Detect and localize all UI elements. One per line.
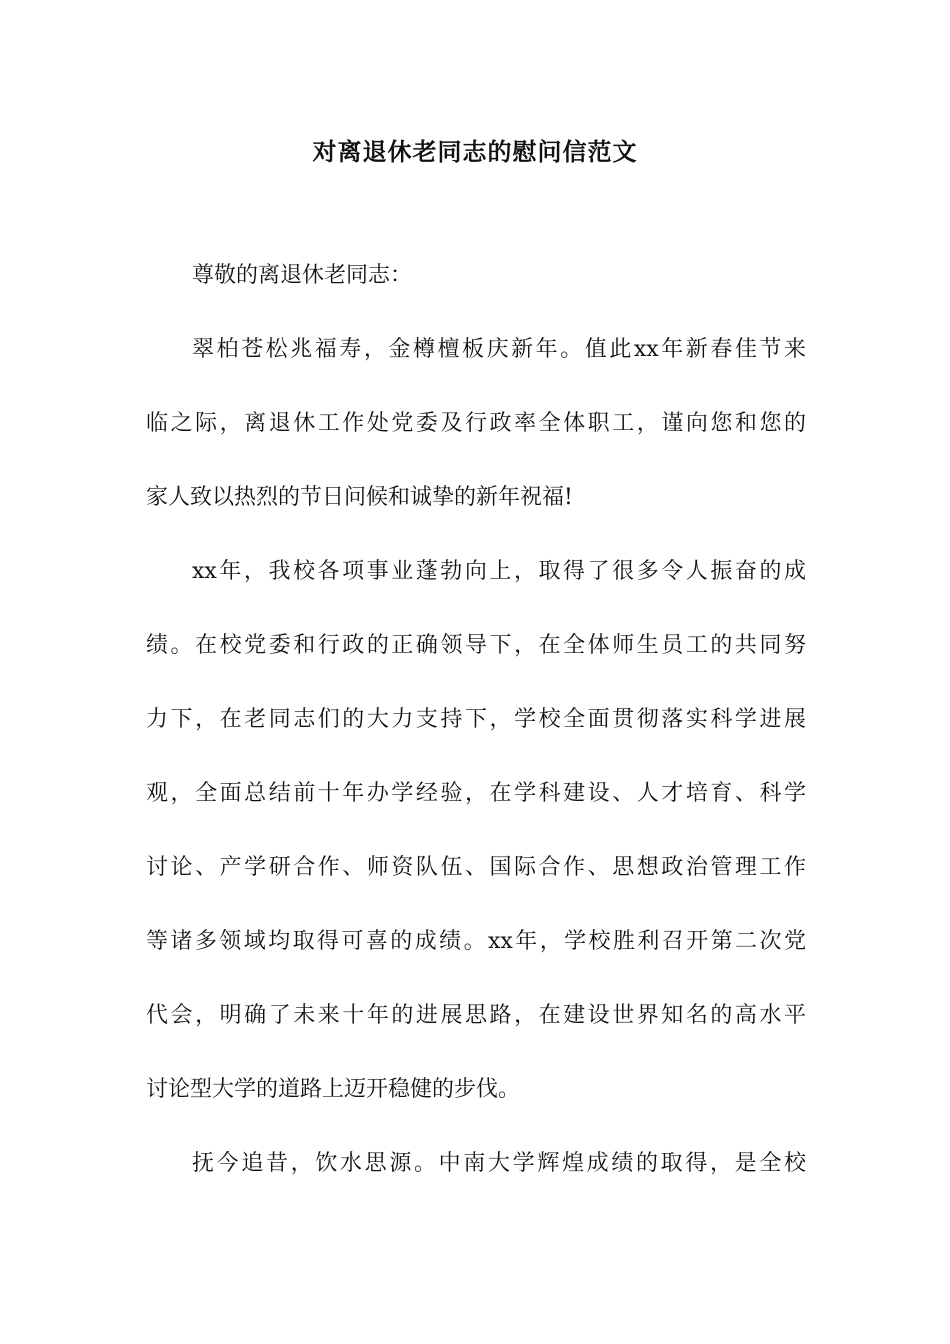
paragraph-line: 力下，在老同志们的大力支持下，学校全面贯彻落实科学进展 [146, 707, 806, 732]
paragraph-line: xx年，我校各项事业蓬勃向上，取得了很多令人振奋的成 [192, 559, 806, 584]
document-title: 对离退休老同志的慰问信范文 [312, 137, 638, 166]
paragraph-line: 讨论型大学的道路上迈开稳健的步伐。 [146, 1077, 521, 1102]
salutation-line: 尊敬的离退休老同志： [192, 263, 413, 288]
paragraph-line: 绩。在校党委和行政的正确领导下，在全体师生员工的共同努 [146, 633, 806, 658]
paragraph-line: 等诸多领域均取得可喜的成绩。xx年，学校胜利召开第二次党 [146, 929, 806, 954]
paragraph-line: 翠柏苍松兆福寿，金樽檀板庆新年。值此xx年新春佳节来 [192, 337, 806, 362]
paragraph-line: 观，全面总结前十年办学经验，在学科建设、人才培育、科学 [146, 781, 806, 806]
paragraph-line: 家人致以热烈的节日问候和诚挚的新年祝福! [146, 485, 573, 510]
paragraph-line: 抚今追昔，饮水思源。中南大学辉煌成绩的取得，是全校 [192, 1151, 806, 1176]
paragraph-line: 讨论、产学研合作、师资队伍、国际合作、思想政治管理工作 [146, 855, 806, 880]
letter-body [146, 258, 806, 1220]
paragraph-line: 代会，明确了未来十年的进展思路，在建设世界知名的高水平 [146, 1003, 806, 1028]
paragraph-line: 临之际，离退休工作处党委及行政率全体职工，谨向您和您的 [146, 411, 806, 436]
